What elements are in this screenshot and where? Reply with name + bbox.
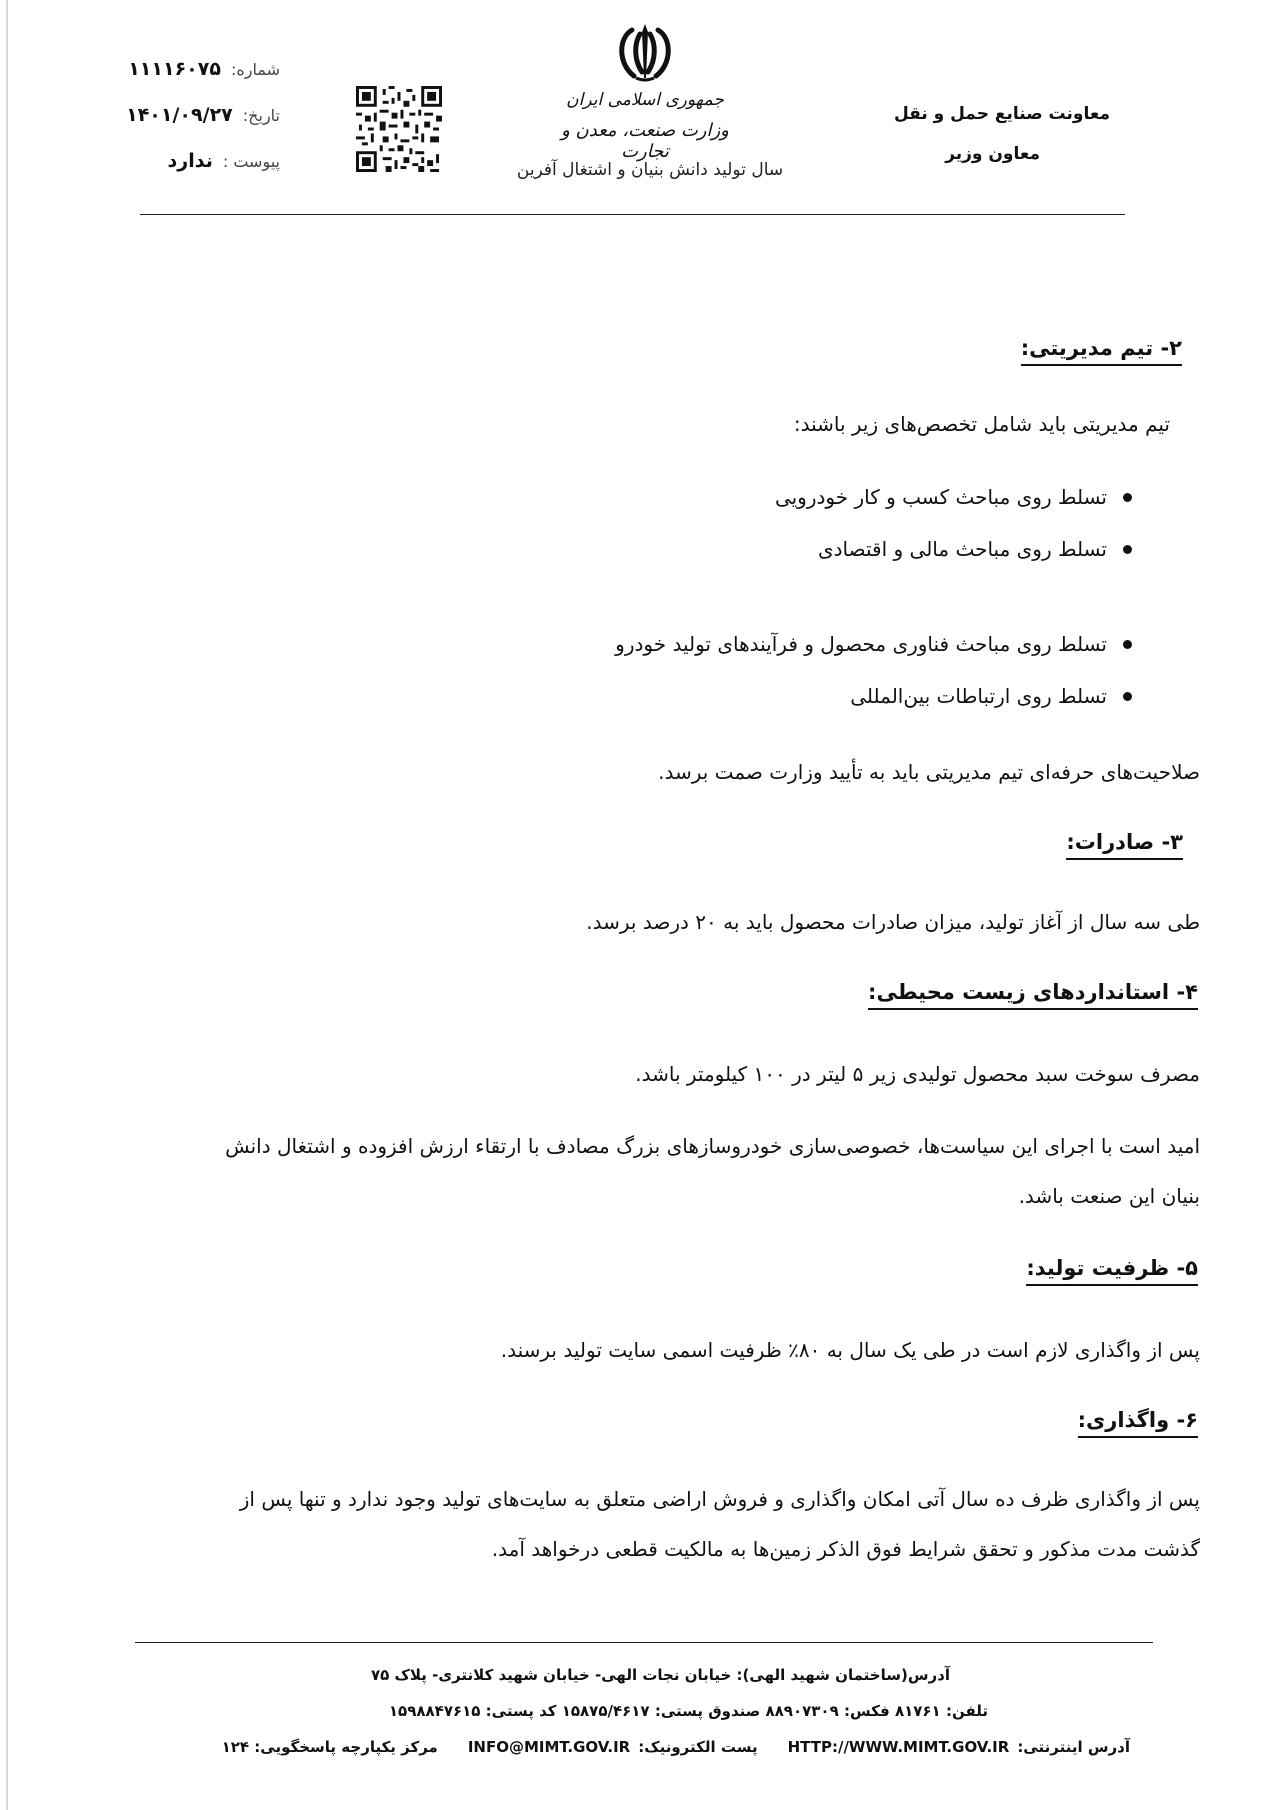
footer-website bbox=[788, 1738, 1130, 1756]
attachment-value: ندارد bbox=[167, 150, 213, 172]
section-heading-exports: ۳- صادرات: bbox=[1066, 830, 1183, 860]
section-heading-capacity: ۵- ظرفیت تولید: bbox=[1026, 1256, 1198, 1286]
management-intro: تیم مدیریتی باید شامل تخصص‌های زیر باشند: bbox=[793, 412, 1170, 436]
email-label: پست الکترونیک: bbox=[638, 1738, 758, 1756]
footer-email bbox=[468, 1738, 758, 1756]
qr-code-icon bbox=[356, 86, 442, 172]
list-item bbox=[818, 537, 1132, 561]
website-link[interactable]: HTTP://WWW.MIMT.GOV.IR bbox=[787, 1738, 1010, 1756]
deputy-title: معاون وزیر bbox=[945, 144, 1040, 164]
footer-callcenter: مرکز یکپارچه پاسخگویی: ۱۲۴ bbox=[221, 1738, 438, 1756]
list-item-text: تسلط روی ارتباطات بین‌المللی bbox=[850, 684, 1107, 708]
page-edge-line bbox=[6, 0, 8, 1810]
footer-contact: تلفن: ۸۱۷۶۱ فکس: ۸۸۹۰۷۳۰۹ صندوق پستی: ۱۵۸۷۵/۴۶۱۷ کد پستی: ۱۵۹۸۸۴۷۶۱۵ bbox=[388, 1702, 988, 1720]
environment-paragraph-line1: امید است با اجرای این سیاست‌ها، خصوصی‌سازی خودروسازهای بزرگ مصادف با ارتقاء ارزش افزوده و اشتغال دانش bbox=[225, 1134, 1200, 1158]
department-title: معاونت صنایع حمل و نقل bbox=[893, 104, 1110, 124]
ministry-name: وزارت صنعت، معدن و تجارت bbox=[561, 120, 729, 162]
attachment-row bbox=[168, 150, 280, 172]
bullet-icon bbox=[1123, 640, 1132, 649]
year-slogan: سال تولید دانش بنیان و اشتغال آفرین bbox=[516, 160, 784, 180]
list-item-text: تسلط روی مباحث مالی و اقتصادی bbox=[818, 537, 1107, 561]
letter-date-label: تاریخ: bbox=[242, 106, 280, 125]
environment-text: مصرف سوخت سبد محصول تولیدی زیر ۵ لیتر در ۱۰۰ کیلومتر باشد. bbox=[635, 1062, 1200, 1086]
capacity-text: پس از واگذاری لازم است در طی یک سال به ۸۰٪ ظرفیت اسمی سایت تولید برسند. bbox=[500, 1338, 1200, 1362]
email-link[interactable]: INFO@MIMT.GOV.IR bbox=[467, 1738, 631, 1756]
environment-paragraph-line2: بنیان این صنعت باشد. bbox=[1018, 1184, 1200, 1208]
list-item-text: تسلط روی مباحث فناوری محصول و فرآیندهای تولید خودرو bbox=[615, 632, 1107, 656]
section-heading-management: ۲- تیم مدیریتی: bbox=[1021, 336, 1182, 366]
letter-date-value: ۱۴۰۱/۰۹/۲۷ bbox=[126, 104, 233, 126]
footer-address: آدرس(ساختمان شهید الهی): خیابان نجات الهی- خیابان شهید کلانتری- پلاک ۷۵ bbox=[370, 1666, 950, 1684]
exports-text: طی سه سال از آغاز تولید، میزان صادرات محصول باید به ۲۰ درصد برسد. bbox=[586, 910, 1200, 934]
transfer-paragraph-line2: گذشت مدت مذکور و تحقق شرایط فوق الذکر زمین‌ها به مالکیت قطعی درخواهد آمد. bbox=[491, 1537, 1200, 1561]
list-item bbox=[775, 485, 1132, 509]
bullet-icon bbox=[1123, 692, 1132, 701]
website-label: آدرس اینترنتی: bbox=[1017, 1738, 1130, 1756]
national-emblem-icon bbox=[612, 20, 678, 84]
list-item bbox=[615, 632, 1132, 656]
bullet-icon bbox=[1123, 545, 1132, 554]
letter-number-value: ۱۱۱۱۶۰۷۵ bbox=[128, 58, 221, 80]
attachment-label: پیوست : bbox=[222, 152, 280, 171]
section-heading-transfer: ۶- واگذاری: bbox=[1078, 1408, 1198, 1438]
bullet-icon bbox=[1123, 493, 1132, 502]
list-item bbox=[850, 684, 1132, 708]
footer-divider bbox=[135, 1642, 1153, 1643]
list-item-text: تسلط روی مباحث کسب و کار خودرویی bbox=[774, 485, 1107, 509]
transfer-paragraph-line1: پس از واگذاری ظرف ده سال آتی امکان واگذاری و فروش اراضی متعلق به سایت‌های تولید وجود ندارد و تنها پس از bbox=[239, 1487, 1200, 1511]
government-name: جمهوری اسلامی ایران bbox=[566, 90, 724, 110]
management-closing: صلاحیت‌های حرفه‌ای تیم مدیریتی باید به تأیید وزارت صمت برسد. bbox=[658, 760, 1200, 784]
letter-number-label: شماره: bbox=[230, 60, 280, 79]
footer-links-row bbox=[222, 1738, 1130, 1756]
section-heading-environment: ۴- استانداردهای زیست محیطی: bbox=[868, 980, 1198, 1010]
letter-date-row bbox=[126, 104, 280, 126]
header-divider bbox=[140, 214, 1125, 215]
letter-number-row bbox=[128, 58, 280, 80]
